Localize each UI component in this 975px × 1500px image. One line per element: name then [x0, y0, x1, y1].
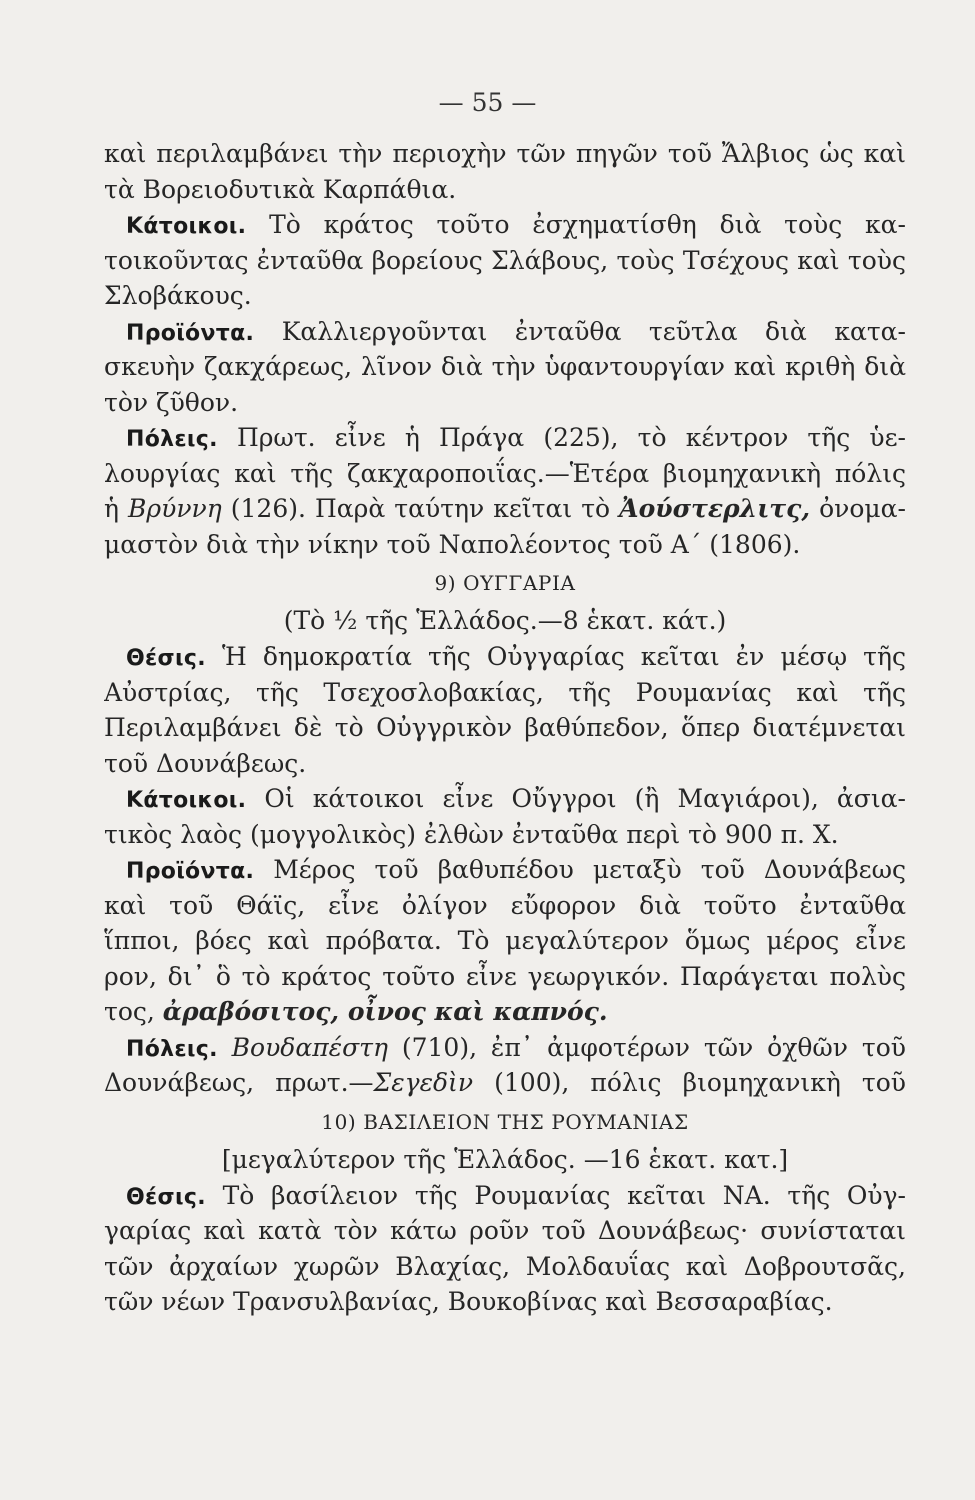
text-line: [104, 207, 906, 243]
section-title: 9) ΟΥΓΓΑΡΙΑ: [434, 571, 576, 595]
city-name: Βρύννη: [128, 494, 222, 523]
paragraph-heading: Κάτοικοι.: [126, 788, 247, 813]
text-span: Τὸ κράτος τοῦτο ἐσχηματίσθη διὰ τοὺς κα-: [269, 210, 906, 239]
text-span: Τὸ βασίλειον τῆς Ρουμανίας κεῖται ΝΑ. τῆς Οὐγ-: [222, 1180, 906, 1210]
paragraph-heading: Προϊόντα.: [126, 320, 255, 346]
text-line: [104, 1178, 906, 1214]
text-line: τὰ Βορειοδυτικὰ Καρπάθια.: [104, 174, 457, 204]
text-line: καὶ περιλαμβάνει τὴν περιοχὴν τῶν πηγῶν τοῦ Ἄλβιος ὡς καὶ: [104, 139, 906, 168]
city-name: Σεγεδὶν: [373, 1068, 474, 1097]
text-line: τοικοῦντας ἐνταῦθα βορείους Σλάβους, τοὺς Τσέχους καὶ τοὺς: [104, 245, 906, 275]
place-name: Ἀούστερλιτς,: [619, 494, 811, 523]
text-line: μαστὸν διὰ τὴν νίκην τοῦ Ναπολέοντος τοῦ Α΄ (1806).: [104, 529, 801, 559]
text-line: [104, 994, 906, 1030]
text-span: (126). Παρὰ ταύτην κεῖται τὸ: [230, 494, 611, 523]
text-span: Οἱ κάτοικοι εἶνε Οὔγγροι (ἢ Μαγιάροι), ἀσια-: [264, 784, 906, 813]
section-title: 10) ΒΑΣΙΛΕΙΟΝ ΤΗΣ ΡΟΥΜΑΝΙΑΣ: [321, 1109, 689, 1134]
body-text: [104, 136, 906, 1320]
text-line: τοῦ Δουνάβεως.: [104, 748, 307, 778]
paragraph-heading: Πόλεις.: [126, 1036, 218, 1062]
text-line: [104, 1030, 906, 1066]
text-line: [104, 1065, 906, 1101]
page-number: — 55 —: [438, 88, 537, 117]
paragraph-heading: Θέσις.: [126, 646, 206, 671]
paragraph-proionta: [104, 852, 906, 1030]
text-span: (710), ἐπ᾽ ἀμφοτέρων τῶν ὀχθῶν τοῦ: [401, 1032, 906, 1062]
paragraph-poleis: [104, 420, 906, 562]
text-line: καὶ τοῦ Θάϊς, εἶνε ὀλίγον εὔφορον διὰ τοῦτο ἐνταῦθα: [104, 890, 906, 920]
text-span: (100), πόλις βιομηχανικὴ τοῦ: [494, 1068, 906, 1097]
paragraph-katoikoi: [104, 781, 906, 852]
paragraph-katoikoi: [104, 207, 906, 314]
text-line: τῶν ἀρχαίων χωρῶν Βλαχίας, Μολδαυΐας καὶ Δοβρουτσᾶς,: [104, 1251, 906, 1281]
text-line: ρον, δι᾽ ὃ τὸ κράτος τοῦτο εἶνε γεωργικόν. Παράγεται πολὺς: [104, 961, 906, 991]
paragraph-thesis: [104, 1178, 906, 1320]
text-line: σκευὴν ζακχάρεως, λῖνον διὰ τὴν ὑφαντουργίαν καὶ κριθὴ διὰ: [104, 352, 906, 381]
text-line: γαρίας καὶ κατὰ τὸν κάτω ροῦν τοῦ Δουνάβεως· συνίσταται: [104, 1216, 906, 1245]
paragraph-thesis: [104, 639, 906, 781]
paragraph-poleis: [104, 1030, 906, 1101]
text-line: τὸν ζῦθον.: [104, 387, 239, 417]
text-span: τος,: [104, 997, 155, 1026]
text-line: [104, 781, 906, 817]
text-line: ἵπποι, βόες καὶ πρόβατα. Τὸ μεγαλύτερον ὅμως μέρος εἶνε: [104, 926, 906, 955]
text-line: Αὐστρίας, τῆς Τσεχοσλοβακίας, τῆς Ρουμανίας καὶ τῆς: [104, 677, 906, 707]
text-line: [104, 420, 906, 456]
text-span: ἡ: [104, 494, 119, 523]
paragraph-proionta: [104, 314, 906, 421]
text-line: Περιλαμβάνει δὲ τὸ Οὐγγρικὸν βαθύπεδον, ὅπερ διατέμνεται: [104, 713, 906, 742]
text-span: Ἡ δημοκρατία τῆς Οὐγγαρίας κεῖται ἐν μέσῳ τῆς: [221, 642, 906, 671]
paragraph-heading: Κάτοικοι.: [126, 214, 247, 239]
text-span: Δουνάβεως, πρωτ.—: [104, 1068, 374, 1097]
text-line: [104, 852, 906, 888]
text-line: τικὸς λαὸς (μογγολικὸς) ἐλθὼν ἐνταῦθα περὶ τὸ 900 π. Χ.: [104, 819, 839, 849]
products-list: ἀραβόσιτος, οἶνος καὶ καπνός.: [162, 997, 608, 1026]
paragraph-heading: Πόλεις.: [126, 427, 218, 452]
text-line: Σλοβάκους.: [104, 281, 252, 310]
paragraph-heading: Θέσις.: [126, 1184, 206, 1210]
city-name: Βουδαπέστη: [231, 1032, 388, 1062]
text-line: τῶν νέων Τρανσυλβανίας, Βουκοβίνας καὶ Βεσσαραβίας.: [104, 1287, 833, 1316]
text-line: [104, 639, 906, 675]
text-span: Μέρος τοῦ βαθυπέδου μεταξὺ τοῦ Δουνάβεως: [273, 855, 906, 884]
text-span: Πρωτ. εἶνε ἡ Πράγα (225), τὸ κέντρον τῆς ὑε-: [236, 423, 906, 452]
text-line: [104, 314, 906, 350]
section-note: (Τὸ ½ τῆς Ἑλλάδος.—8 ἑκατ. κάτ.): [283, 606, 727, 635]
section-note: [μεγαλύτερον τῆς Ἑλλάδος. —16 ἑκατ. κατ.]: [221, 1144, 789, 1174]
text-line: λουργίας καὶ τῆς ζακχαροποιΐας.—Ἑτέρα βιομηχανικὴ πόλις: [104, 458, 906, 488]
text-span: ὀνομα-: [819, 494, 906, 523]
text-line: [104, 491, 906, 527]
paragraph-heading: Προϊόντα.: [126, 859, 255, 884]
text-span: Καλλιεργοῦνται ἐνταῦθα τεῦτλα διὰ κατα-: [281, 316, 906, 346]
